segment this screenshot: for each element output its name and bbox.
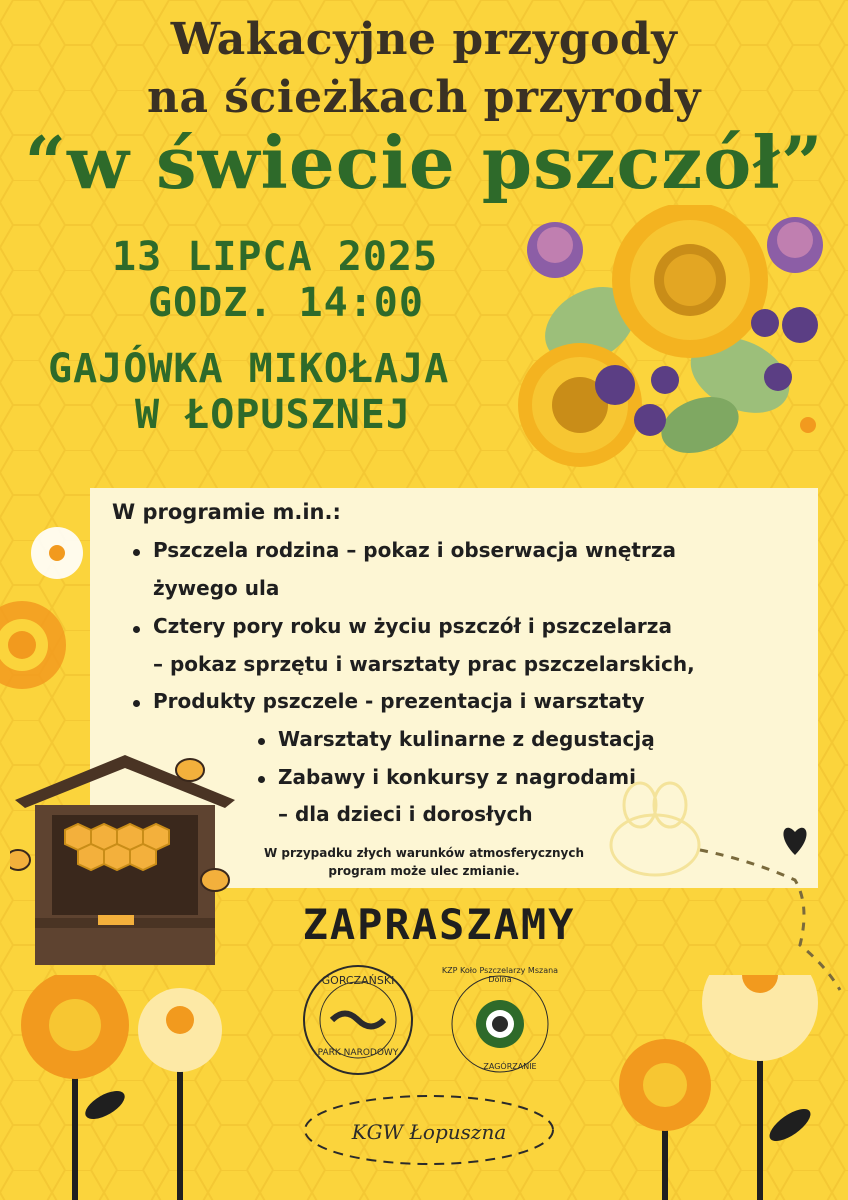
sunflower-large-icon [612,205,768,358]
cream-flower-icon [138,988,222,1200]
cream-flower-right-icon [702,975,818,1200]
title-line-2: na ścieżkach przyrody [146,72,702,123]
program-item-3: Produkty pszczele - prezentacja i warsztaty [153,689,645,713]
bullet-dot [258,738,265,745]
program-title: W programie m.in.: [112,500,341,524]
kgw-logo-text: KGW Łopuszna [351,1120,507,1144]
program-item-2-line-1: Cztery pory roku w życiu pszczół i pszczelarza [153,614,672,638]
kzp-logo-bottom-text: ZAGÓRZANIE [483,1062,537,1071]
orange-flower-right-icon [619,1039,711,1200]
gpn-logo-bottom-text: PARK NARODOWY [317,1048,399,1058]
flower-bouquet-illustration [500,205,848,475]
orange-daisy-icon [0,601,66,689]
weather-note-line-1: W przypadku złych warunków atmosferycznych [263,846,585,860]
event-location-line-2: W ŁOPUSZNEJ [135,392,411,438]
program-item-5-line-2: – dla dzieci i dorosłych [278,802,533,826]
bullet-dot [133,626,140,633]
bullet-dot [133,700,140,707]
event-location-line-1: GAJÓWKA MIKOŁAJA [48,346,450,392]
bullet-dot [258,776,265,783]
gpn-logo-top-text: GORCZAŃSKI [321,974,395,987]
bullet-dot [133,549,140,556]
heart-icon [783,828,806,855]
honeycomb-icon [65,824,169,870]
orange-flower-icon [21,975,129,1200]
event-date: 13 LIPCA 2025 [112,234,439,280]
bottom-flowers-illustration [0,975,848,1200]
bee-outline-icon [611,783,699,875]
program-item-1-line-1: Pszczela rodzina – pokaz i obserwacja wnętrza [153,538,676,562]
left-flowers-illustration [0,515,90,705]
invite-heading: ZAPRASZAMY [302,900,576,949]
event-time: GODZ. 14:00 [148,280,424,326]
sunflower-small-icon [518,343,642,467]
title-line-3: “w świecie pszczół” [24,120,824,205]
program-item-4: Warsztaty kulinarne z degustacją [278,727,655,751]
program-item-5-line-1: Zabawy i konkursy z nagrodami [278,765,636,789]
program-item-1-line-2: żywego ula [153,576,280,600]
kzp-logo-arc-text: KZP Koło Pszczelarzy Mszana Dolna [441,966,559,984]
white-daisy-icon [31,527,83,579]
title-line-1: Wakacyjne przygody [170,14,678,65]
small-flower-icon [800,417,816,433]
program-item-2-line-2: – pokaz sprzętu i warsztaty prac pszczelarskich, [153,652,695,676]
weather-note-line-2: program może ulec zmianie. [328,864,520,878]
